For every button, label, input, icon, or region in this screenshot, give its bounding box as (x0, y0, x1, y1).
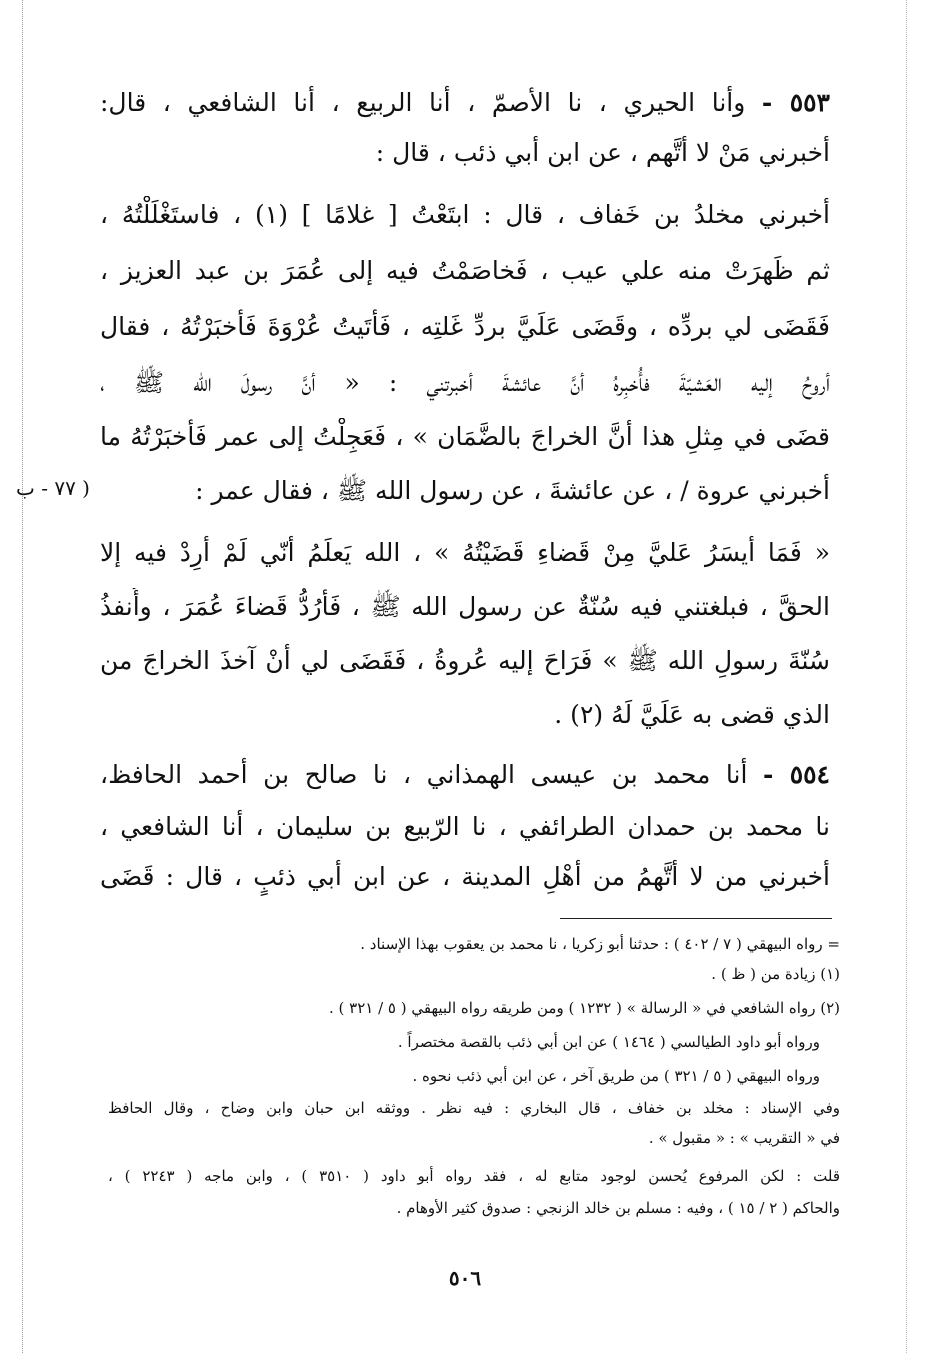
left-margin-line (22, 0, 23, 1353)
body-line: أخبرني عروة / ، عن عائشةَ ، عن رسول الله ﷺ ، فقال عمر : (195, 476, 830, 505)
footnote-line: ورواه البيهقي ( ٥ / ٣٢١ ) من طريق آخر ، عن ابن أبي ذئب نحوه . (412, 1067, 820, 1085)
footnote-line: قلت : لكن المرفوع يُحسن لوجود متابع له ، فقد رواه أبو داود ( ٣٥١٠ ) ، وابن ماجه ( ٢٢٤٣ ) ، (108, 1167, 840, 1185)
body-line (100, 84, 830, 122)
body-line: الحقَّ ، فبلغتني فيه سُنّةٌ عن رسول الله ﷺ ، فَأرُدُّ قَضاءَ عُمَرَ ، وأُنفذُ (100, 592, 830, 621)
footnote-line: في « التقريب » : « مقبول » . (648, 1129, 840, 1147)
body-line: قضَى في مِثلِ هذا أنَّ الخراجَ بالضَّمَان » ، فَعَجِلْتُ إلى عمر فَأخبَرْتُهُ ما (100, 422, 830, 451)
body-line: أروحُ إليه العَشيّةَ فأُخبِرهُ أنَّ عائشةَ أخبرتني : « أنَّ رسولَ الله ﷺ ، (100, 368, 830, 397)
body-line: نا محمد بن حمدان الطرائفي ، نا الرّبيع بن سليمان ، أنا الشافعي ، (100, 812, 830, 841)
body-line: أخبرني مخلدُ بن خَفاف ، قال : ابتَعْتُ [ غلامًا ] (١) ، فاستَغْلَلْتُهُ ، (100, 200, 830, 229)
footnote-line: (١) زيادة من ( ظ ) . (711, 965, 840, 983)
line-text: أنا محمد بن عيسى الهمذاني ، نا صالح بن أحمد الحافظ، (100, 760, 748, 789)
right-margin-line (906, 0, 907, 1353)
footnote-line: وفي الإسناد : مخلد بن خفاف ، قال البخاري : فيه نظر . ووثقه ابن حبان وابن وضاح ، وقال الحافظ (108, 1099, 840, 1117)
body-line: ثم ظَهرَتْ منه علي عيب ، فَخاصَمْتُ فيه إلى عُمَرَ بن عبد العزيز ، (100, 256, 830, 285)
footnote-line: والحاكم ( ٢ / ١٥ ) ، وفيه : مسلم بن خالد الزنجي : صدوق كثير الأوهام . (396, 1199, 840, 1217)
body-line (100, 756, 830, 794)
margin-folio-note: ( ٧٧ - ب (16, 476, 90, 500)
hadith-number: ٥٥٤ - (763, 760, 830, 789)
footnote-line: (٢) رواه الشافعي في « الرسالة » ( ١٢٣٢ ) ومن طريقه رواه البيهقي ( ٥ / ٣٢١ ) . (328, 999, 840, 1017)
body-line: فَقَضَى لي بردِّه ، وقَضَى عَلَيَّ بردِّ غَلتِه ، فَأتَيتُ عُرْوَةَ فَأخبَرْتُهُ ، فقال (100, 312, 830, 341)
body-line: « فَمَا أيسَرُ عَليَّ مِنْ قَضاءِ قَضَيْتُهُ » ، الله يَعلَمُ أنّي لَمْ أرِدْ فيه إلا (100, 538, 830, 567)
body-line: الذي قضى به عَلَيَّ لَهُ (٢) . (554, 700, 830, 729)
body-line: سُنّةَ رسولِ الله ﷺ » فَرَاحَ إليه عُروةُ ، فَقَضَى لي أنْ آخذَ الخراجَ من (100, 646, 830, 675)
footnote-separator (560, 918, 832, 919)
footnote-line: = رواه البيهقي ( ٧ / ٤٠٢ ) : حدثنا أبو زكريا ، نا محمد بن يعقوب بهذا الإسناد . (360, 935, 840, 953)
line-text: وأنا الحيري ، نا الأصمّ ، أنا الربيع ، أنا الشافعي ، قال: (100, 88, 746, 117)
hadith-number: ٥٥٣ - (761, 88, 830, 117)
footnote-line: ورواه أبو داود الطيالسي ( ١٤٦٤ ) عن ابن أبي ذئب بالقصة مختصراً . (397, 1033, 820, 1051)
page-number: ٥٠٦ (448, 1266, 482, 1290)
body-line: أخبرني من لا أتَّهمُ من أهْلِ المدينة ، عن ابن أبي ذئبٍ ، قال : قَضَى (100, 862, 830, 891)
body-line: أخبرني مَنْ لا أتَّهم ، عن ابن أبي ذئب ، قال : (375, 138, 830, 167)
